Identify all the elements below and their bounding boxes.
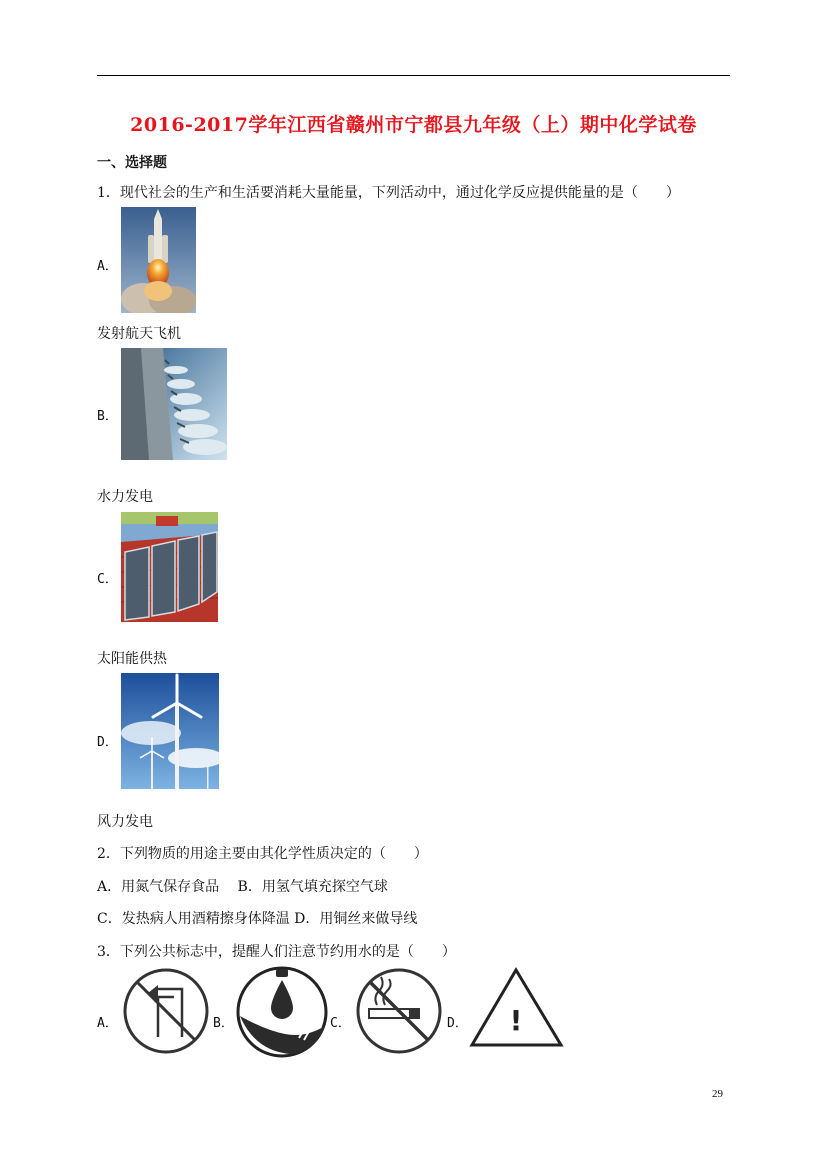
no-return-sign-icon <box>120 967 212 1055</box>
solar-panels-photo <box>121 512 218 622</box>
q3-option-b-label: B． <box>213 1016 234 1031</box>
q1-stem: 1．现代社会的生产和生活要消耗大量能量，下列活动中，通过化学反应提供能量的是（ ） <box>97 185 680 201</box>
q1-option-b-caption: 水力发电 <box>97 489 153 505</box>
header-rule <box>97 75 730 76</box>
no-smoking-sign-icon <box>353 967 445 1056</box>
q3-option-c-label: C． <box>330 1016 351 1031</box>
q1-option-a-caption: 发射航天飞机 <box>97 326 181 342</box>
q3-stem: 3．下列公共标志中，提醒人们注意节约用水的是（ ） <box>97 944 456 960</box>
water-saving-sign-icon <box>235 966 329 1058</box>
dam-spillway-photo <box>121 348 227 460</box>
exam-title: 2016-2017学年江西省赣州市宁都县九年级（上）期中化学试卷 <box>130 114 697 136</box>
q2-stem: 2．下列物质的用途主要由其化学性质决定的（ ） <box>97 846 428 862</box>
warning-triangle-sign-icon <box>468 966 565 1048</box>
wind-turbines-photo <box>121 673 219 789</box>
page-number: 29 <box>712 1088 723 1100</box>
q3-option-a-label: A． <box>97 1016 118 1031</box>
warning-mark: ! <box>509 1004 523 1037</box>
section-heading: 一、选择题 <box>97 155 167 171</box>
q1-option-b-label: B． <box>97 409 118 424</box>
q2-options-line-1: A．用氮气保存食品 B．用氢气填充探空气球 <box>97 879 388 895</box>
q1-option-d-caption: 风力发电 <box>97 814 153 830</box>
q1-option-c-label: C． <box>97 572 118 587</box>
q1-option-a-label: A． <box>97 259 118 274</box>
q3-option-d-label: D． <box>447 1016 468 1031</box>
q1-option-c-caption: 太阳能供热 <box>97 651 167 667</box>
q1-option-d-label: D． <box>97 735 118 750</box>
rocket-launch-photo <box>121 207 196 313</box>
q2-options-line-2: C．发热病人用酒精擦身体降温 D．用铜丝来做导线 <box>97 911 418 927</box>
